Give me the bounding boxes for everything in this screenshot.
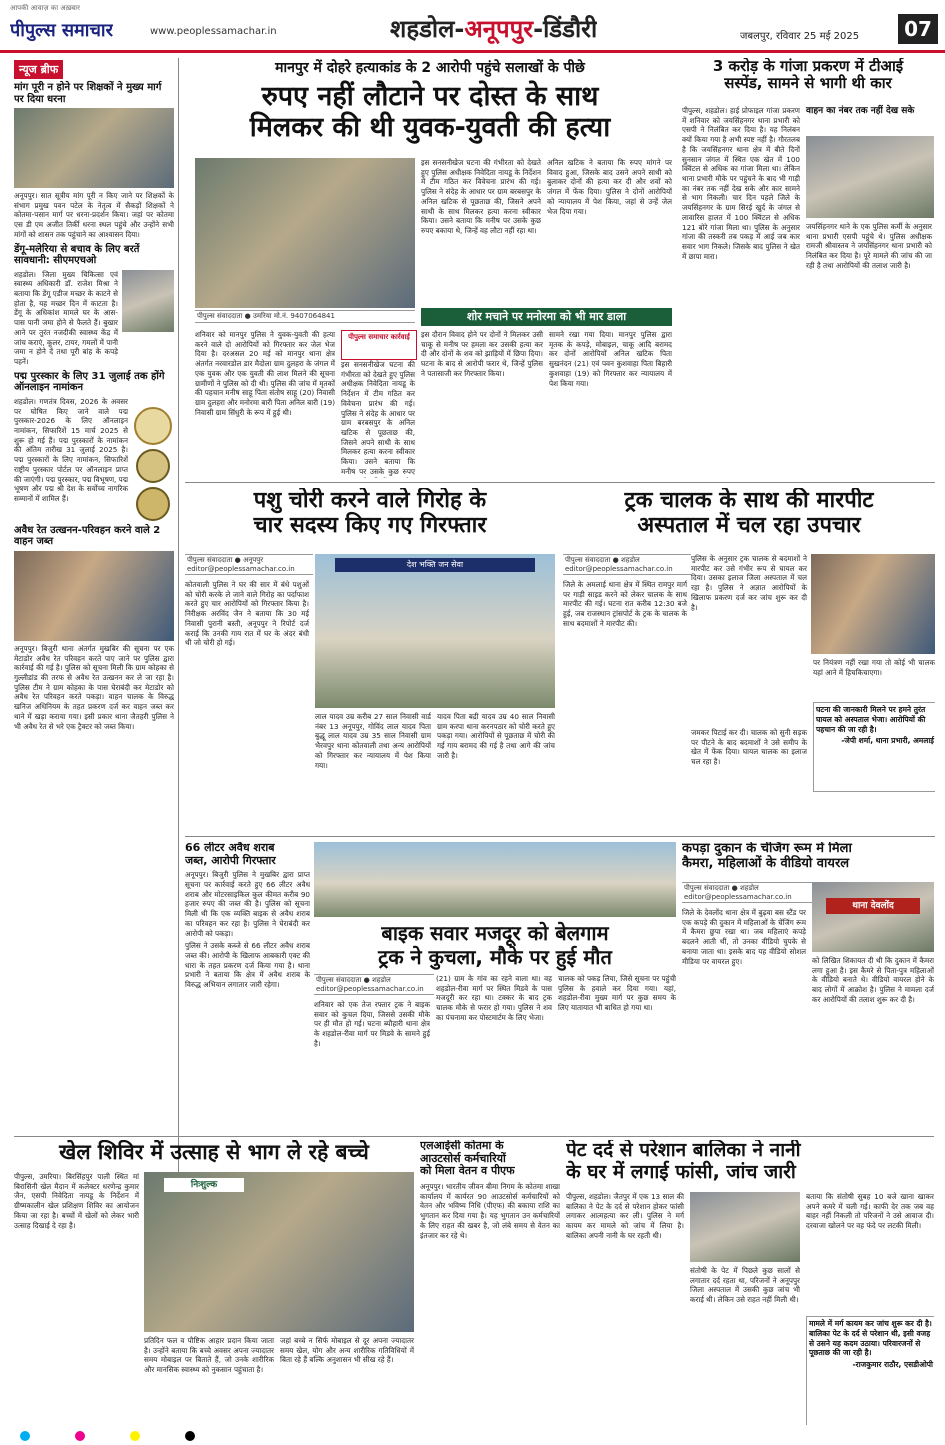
brief-headline-2: डेंगू-मलेरिया से बचाव के लिए बरतें सावधानी: सीएमएचओ (14, 243, 140, 267)
accident-headline-line-2: ट्रक ने कुचला, मौके पर हुई मौत (378, 945, 612, 969)
cctv-body-2: को लिखित शिकायत दी थी कि दुकान में कैमरा लगा हुआ है। इस कैमरे से पिता-पुत्र महिलाओं के वीडियो बनाते थे। वीडियो वायरल होने के बाद लोगों में आक्रोश है। पुलिस ने मामला दर्ज कर आरोपियों की तलाश शुरू कर दी है। (812, 956, 934, 1004)
ganja-headline-line-2: सस्पेंड, सामने से भागी थी कार (724, 74, 892, 93)
medal-icon (136, 487, 170, 521)
camp-headline: खेल शिविर में उत्साह से भाग ले रहे बच्चे (59, 1140, 369, 1164)
brief-body-1: अनूपपुर। सात सूत्रीय मांग पूरी न किए जाने पर शिक्षकों के संभाग प्रमुख पवन पटेल के नेतृत्व में सैकड़ों शिक्षकों ने कोतमा-पसान मार्ग पर धरना-प्रदर्शन किया। जहां पर कोतमा एस डी एम अजीत तिर्की धरना स्थल पहुंचे और उन्होंने सभी मांगों को शासन तक पहुंचाने का आश्वासन दिया। (14, 191, 174, 239)
accident-headline-line-1: बाइक सवार मजदूर को बेलगाम (381, 921, 609, 945)
cctv-byline: पीपुल्स संवाददाता ● शहडोल editor@peoplessamachar.co.in (682, 882, 816, 903)
ganja-story (682, 58, 934, 478)
cattle-byline: पीपुल्स संवाददाता ● अनूपपुर editor@peoplessamachar.co.in (185, 554, 313, 575)
lead-body-1: शनिवार को मानपुर पुलिस ने युवक-युवती की हत्या करने वाले दो आरोपियों को गिरफ्तार कर जेल भेज दिया है। दरअसल 20 मई को मानपुर थाना क्षेत्र अंतर्गत नरवारडोल डार मैदोला ग्राम दुलहरा के जंगल में एक युवक और एक युवती की लाश मिलने की सूचना ग्रामीणों ने पुलिस को दी थी। पुलिस की जांच में मृतकों की पहचान मनीष साहू पिता संतोष साहू (20) निवासी ग्राम दुलहरा और मनोरमा बारी पिता अनिल बारी (19) निवासी ग्राम सिंधुरी के रूप में हुई थी। (195, 330, 335, 417)
column-divider (178, 58, 179, 1198)
lead-subhead: शोर मचाने पर मनोरमा को भी मार डाला (421, 308, 672, 326)
lead-photo (195, 158, 415, 308)
brief-photo-2 (14, 551, 174, 641)
lead-headline-line-1: रुपए नहीं लौटाने पर दोस्त के साथ (261, 81, 599, 112)
news-brief-column (14, 58, 174, 1203)
accident-body-3: चालक को पकड़ लिया, जिसे सूचना पर पहुंची पुलिस के हवाले कर दिया गया। यहां, शहडोल-रीवा मुख्य मार्ग पर कुछ समय के लिए यातायात भी बाधित हो गया था। (558, 974, 676, 1013)
truck-body-3: जमकर पिटाई कर दी। चालक को सुनी सड़क पर पीटने के बाद बदमाशों ने उसे समीप के खेत में फेंक दिया। घायल चालक का इलाज चल रहा है। (691, 728, 807, 767)
girl-story (566, 1140, 934, 1425)
injured-driver-photo (811, 554, 935, 654)
lead-kicker: मानपुर में दोहरे हत्याकांड के 2 आरोपी पहुंचे सलाखों के पीछे (275, 60, 585, 76)
girl-body-2: संतोषी के पेट में पिछले कुछ सालों से लगातार दर्द रहता था, परिजनों ने अनूपपुर जिला अस्पताल में उसकी कुछ जांच भी कराई थी। लेकिन उसे राहत नहीं मिली थी। (690, 1266, 800, 1305)
truck-headline-line-1: ट्रक चालक के साथ की मारपीट (624, 488, 874, 513)
police-station-photo (812, 882, 934, 952)
official-portrait (122, 270, 174, 332)
brief-body-3: शहडोल। गणतंत्र दिवस, 2026 के अवसर पर घोषित किए जाने वाले पद्म पुरस्कार-2026 के लिए ऑनलाइन नामांकन, सिफारिशें 15 मार्च 2025 से शुरू हो गई हैं। पद्म पुरस्कारों के नामांकन की अंतिम तारीख 31 जुलाई 2025 है। पद्म पुरस्कारों के लिए नामांकन, सिफारिशें राष्ट्रीय पुरस्कार पोर्टल पर ऑनलाइन प्राप्त की जाएंगी। पद्म पुरस्कार, पद्म विभूषण, पद्म भूषण और पद्म श्री देश के सर्वोच्च नागरिक सम्मानों में शामिल हैं। (14, 396, 128, 503)
action-tag: पीपुल्स समाचार कार्रवाई (341, 330, 417, 360)
logo-tagline: आपकी आवाज़ का अख़बार (10, 4, 80, 12)
lead-body-1b: इस सनसनीखेज घटना की गंभीरता को देखते हुए पुलिस अधीक्षक निवेदिता नायडू के निर्देशन में टीम गठित कर विवेचना प्रारंभ की गई। पुलिस ने संदेह के आधार पर ग्राम बरबसपुर के अनिल खटिक से पूछताछ की, जिसने अपने साथी के साथ मिलकर हत्या करना स्वीकार किया। उसने बताया कि मनीष पर उसके कुछ रुपए (341, 360, 415, 476)
lead-story (185, 58, 675, 478)
liquor-body-1: अनूपपुर। बिजुरी पुलिस ने मुखबिर द्वारा प्राप्त सूचना पर कार्रवाई करते हुए 66 लीटर अवैध शराब और मोटरसाइकिल कुल कीमत करीब 90 हजार रुपए की जब्त की है। पुलिस को सूचना मिली थी कि एक व्यक्ति बाइक से अवैध शराब का परिवहन कर रहा है। पुलिस ने घेराबंदी कर आरोपी को पकड़ा। (185, 870, 310, 938)
cattle-headline-line-1: पशु चोरी करने वाले गिरोह के (253, 488, 487, 513)
truck-quote-box (813, 702, 935, 792)
girl-quote-signature: -राजकुमार राठौर, एसडीओपी (852, 1360, 933, 1369)
ganja-body-2: जयसिंहनगर थाने के एक पुलिस कर्मी के अनुसार थाना प्रभारी एसपी पहुंचे थे। पुलिस अधीक्षक रामजी श्रीवास्तव ने जयसिंहनगर थाना प्रभारी को निलंबित कर दिया है। पूरे मामले की जांच की जा रही है तथा आरोपियों की तलाश जारी है। (806, 222, 932, 270)
brief-photo-1 (14, 108, 174, 188)
girl-headline-line-1: पेट दर्द से परेशान बालिका ने नानी (566, 1140, 801, 1161)
accident-byline: पीपुल्स संवाददाता ● शहडोल editor@peoplessamachar.co.in (314, 974, 434, 995)
liquor-headline-line-2: जब्त, आरोपी गिरफ्तार (185, 853, 276, 867)
girl-body-3: बताया कि संतोषी सुबह 10 बजे खाना खाकर अपने कमरे में चली गई। काफी देर तक जब वह बाहर नहीं निकली तो परिजनों ने उसे आवाज दी। दरवाजा खोलने पर वह फंदे पर लटकी मिली। (806, 1192, 934, 1231)
cyan-mark-icon (20, 1431, 30, 1441)
lead-body-5: सामने रखा गया दिया। मानपुर पुलिस द्वारा मृतक के कपड़े, मोबाइल, चाकू आदि बरामद कर दोनों आरोपियों अनिल खटिक पिता सुखनंदन (21) एवं पवन कुशवाहा पिता बिहारी कुशवाहा (19) को गिरफ्तार कर न्यायालय में पेश किया गया। (549, 330, 672, 388)
truck-body-1: जिले के अमलाई थाना क्षेत्र में स्थित रामपुर मार्ग पर गाड़ी साइड करने को लेकर चालक के साथ मारपीट की गई। घटना रात करीब 12:30 बजे हुई, जब राजस्थान ट्रांसपोर्ट के ट्रक के चालक के साथ बदमाशों ने मारपीट की। (563, 580, 687, 628)
girl-quote-box (806, 1316, 934, 1425)
lead-byline: पीपुल्स संवाददाता ● उमरिया मो.नं. 9407064841 (195, 310, 415, 323)
brief-body-2: शहडोल। जिला मुख्य चिकित्सा एवं स्वास्थ्य अधिकारी डॉ. राजेश मिश्रा ने बताया कि डेंगू एडीज मच्छर के काटने से होता है, यह मच्छर दिन में काटता है। डेंगू के अधिकांश मामले घर के आस-पास पानी जमा होने से फैलते हैं। बुखार आने पर तुरंत नजदीकी स्वास्थ्य केंद्र में जांच कराएं, कूलर, टायर, गमलों में पानी जमा न होने दें तथा पूरी बांह के कपड़े पहनें। (14, 269, 118, 367)
camp-banner: निःशुल्क (164, 1178, 244, 1192)
ganja-side-head: वाहन का नंबर तक नहीं देख सके (806, 106, 915, 116)
brief-body-4: अनूपपुर। बिजुरी थाना अंतर्गत मुखबिर की सूचना पर एक मेटाडोर अवैध रेत परिवहन करते पाए जाने पर पुलिस द्वारा कार्रवाई की गई है। पुलिस को सूचना मिली कि ग्राम कोहका से गुल्लीडांड की तरफ से अवैध रेत उत्खनन कर ले जा रहा है। पुलिस टीम ने ग्राम कोहका के पास घेराबंदी कर मेटाडोर को अवैध रेत परिवहन करते पकड़ा। वाहन चालक के विरुद्ध खनिज अधिनियम के तहत प्रकरण दर्ज कर वाहन जब्त कर थाने में खड़ा कराया गया। इसी प्रकार थाना जैतहरी पुलिस ने भी अवैध रेत से भरे एक ट्रैक्टर को जब्त किया। (14, 643, 174, 731)
masthead (0, 0, 945, 53)
print-registration-bar (0, 1428, 945, 1445)
accident-body-1: शनिवार को एक तेज रफ्तार ट्रक ने बाइक सवार को कुचल दिया, जिससे उसकी मौके पर ही मौत हो गई। घटना ब्यौहारी थाना क्षेत्र के शहडोल-रीवा मार्ग पर मिडवे के सामने हुई है। (314, 1000, 430, 1048)
ganja-headline-line-1: 3 करोड़ के गांजा प्रकरण में टीआई (712, 58, 904, 75)
camp-body-1: पीपुल्स, उमरिया। बिरसिंहपुर पाली स्थित मां बिरासिनी खेल मैदान में कलेक्टर धरणेन्द्र कुमार जैन, एसपी निवेदिता नायडू के निर्देशन में ग्रीष्मकालीन खेल प्रशिक्षण शिविर का आयोजन किया जा रहा है। बच्चों में खेलों को लेकर भारी उत्साह दिखाई दे रहा है। (14, 1172, 139, 1230)
cctv-body-1: जिले के देवलोंद थाना क्षेत्र में बुढ़वा बस स्टैंड पर एक कपड़े की दुकान में महिलाओं के चेंजिंग रूम में कैमरा छुपा रखा था। जब महिलाएं कपड़े बदलने आती थीं, तो उनका वीडियो चुपके से बनाया जाता था। इसके बाद यह वीडियो सोशल मीडिया पर वायरल हुए। (682, 908, 806, 966)
yellow-mark-icon (130, 1431, 140, 1441)
accident-body-2: (21) ग्राम के गांव का रहने वाला था। वह शहडोल-रीवा मार्ग पर स्थित मिडवे के पास मजदूरी कर रहा था। टक्कर के बाद ट्रक चालक मौके से फरार हो गया। पुलिस ने शव का पंचनामा कर पोस्टमार्टम के लिए भेजा। (436, 974, 552, 1022)
truck-headline-line-2: अस्पताल में चल रहा उपचार (637, 513, 861, 539)
camp-body-2: प्रतिदिन फल व पौष्टिक आहार प्रदान किया जाता है। उन्होंने बताया कि बच्चे अवसर अपना ज्यादातर समय मोबाइल पर बिताते हैं, जो उनके शारीरिक और मानसिक स्वास्थ्य को नुकसान पहुंचाता है। (144, 1336, 274, 1375)
liquor-body-2: पुलिस ने उसके कब्जे से 66 लीटर अवैध शराब जब्त की। आरोपी के खिलाफ आबकारी एक्ट की धारा के तहत प्रकरण दर्ज किया गया है। थाना प्रभारी ने बताया कि क्षेत्र में अवैध शराब के विरुद्ध अभियान लगातार जारी रहेगा। (185, 941, 310, 990)
cctv-headline-line-1: कपड़ा दुकान के चेंजिंग रूम में मिला (682, 842, 852, 856)
officer-photo (806, 136, 934, 218)
hospital-photo (690, 1192, 800, 1262)
website[interactable]: www.peoplessamachar.in (150, 26, 277, 37)
accident-scene-photo (314, 842, 676, 917)
lic-headline-line-3: को मिला वेतन व पीएफ (420, 1164, 515, 1178)
brief-headline-1: मांग पूरी न होने पर शिक्षकों ने मुख्य मार्ग पर दिया धरना (14, 82, 162, 105)
section-divider (14, 1136, 934, 1137)
girl-quote: मामले में मर्ग कायम कर जांच शुरू कर दी है। बालिका पेट के दर्द से परेशान थी, इसी वजह से उसने यह कदम उठाया। परिवारजनों से पूछताछ की जा रही है। (809, 1319, 932, 1358)
lead-body-2: इस सनसनीखेज घटना की गंभीरता को देखते हुए पुलिस अधीक्षक निवेदिता नायडू के निर्देशन में टीम गठित कर विवेचना प्रारंभ की गई। पुलिस ने संदेह के आधार पर ग्राम बरबसपुर के अनिल खटिक से पूछताछ की, जिसने अपने साथी के साथ मिलकर हत्या करना स्वीकार किया। उसने बताया कि मनीष पर उसके कुछ रुपए बकाया थे, जिन्हें वह लौटा नहीं रहा था। (421, 158, 541, 236)
truck-driver-story (563, 488, 935, 833)
medal-icon (136, 449, 170, 483)
ganja-body-1: पीपुल्स, शहडोल। हाई प्रोफाइल गांजा प्रकरण में शनिवार को जयसिंहनगर थाना प्रभारी को एसपी ने निलंबित कर दिया है। यह निलंबन क्यों किया गया है अभी स्पष्ट नहीं है। गौरतलब है कि जयसिंहनगर थाना क्षेत्र में बीते दिनों सुनसान जंगल में स्थित एक खेत में 100 क्विंटल से अधिक का गांजा मिला था। लेकिन थाना प्रभारी मौके पर पहुंचने के बाद भी गाड़ी का नंबर तक नहीं देख सके और कार सामने से भाग निकली। चार दिन पहले जिले के जयसिंहनगर के ग्राम सिरई खुर्द के जंगल से लावारिस हालत में 100 क्विंटल से अधिक 121 बोरे गांजा मिला था। पुलिस के अनुसार गांजा की तस्करी तब पकड़ में आई जब कार सवार भाग निकले। जिसके बाद पुलिस ने खेत में छापा मारा। (682, 106, 800, 261)
lead-body-3: अनिल खटिक ने बताया कि रुपए मांगने पर विवाद हुआ, जिसके बाद उसने अपने साथी को बुलाकर दोनों की हत्या कर दी और शवों को जंगल में फेंक दिया। पुलिस ने दोनों आरोपियों को न्यायालय में पेश किया, जहां से उन्हें जेल भेज दिया गया। (547, 158, 672, 216)
cattle-body-2: लाल यादव उम्र करीब 27 साल निवासी वार्ड नंबर 13 अनूपपुर, गोविंद लाल यादव पिता बुद्धू लाल यादव उम्र 35 साल निवासी ग्राम भैरवपुर थाना कोतवाली तथा अन्य आरोपियों को गिरफ्तार कर न्यायालय में पेश किया गया। (315, 712, 431, 770)
liquor-headline-line-1: 66 लीटर अवैध शराब (185, 842, 275, 854)
section-divider (185, 836, 935, 837)
black-mark-icon (185, 1431, 195, 1441)
camp-body-3: जहां बच्चे न सिर्फ मोबाइल से दूर अपना ज्यादातर समय खेल, योग और अन्य शारीरिक गतिविधियों में बिता रहे हैं बल्कि अनुशासन भी सीख रहे हैं। (280, 1336, 414, 1365)
cattle-body-1: कोतवाली पुलिस ने घर की सार में बंधे पशुओं को चोरी करके ले जाने वाले गिरोह का पर्दाफाश करते हुए चार आरोपियों को गिरफ्तार किया है। निरीक्षक अरविंद जैन ने बताया कि 30 मई निवासी पुरानी बस्ती, अनूपपुर ने रिपोर्ट दर्ज कराई कि उनकी गाय रात में घर के अंदर बंधी थी जो चोरी हो गई। (185, 580, 309, 648)
camp-photo (144, 1172, 414, 1332)
cattle-headline-line-2: चार सदस्य किए गए गिरफ्तार (253, 513, 487, 539)
brief-headline-3: पद्म पुरस्कार के लिए 31 जुलाई तक होंगे ऑनलाइन नामांकन (14, 370, 165, 394)
cctv-headline-line-2: कैमरा, महिलाओं के वीडियो वायरल (682, 855, 850, 871)
truck-quote-signature: -जेपी शर्मा, थाना प्रभारी, अमलाई (841, 736, 934, 746)
cattle-photo (315, 554, 555, 708)
magenta-mark-icon (75, 1431, 85, 1441)
emblem-icon (134, 407, 172, 445)
cattle-theft-story (185, 488, 555, 833)
sports-camp-story (14, 1140, 414, 1425)
cattle-body-3: यादव पिता बद्री यादव उम्र 40 साल निवासी ग्राम करपा थाना करनपठार को चोरी करते हुए पकड़ा गया। आरोपियों से पूछताछ में चोरी की गई गाय बरामद की गई है तथा आगे की जांच जारी है। (437, 712, 555, 760)
lic-headline-line-2: आउटसोर्स कर्मचारियों (420, 1151, 506, 1165)
section-divider (185, 482, 935, 483)
page-number: 07 (898, 14, 938, 44)
lead-headline-line-2: मिलकर की थी युवक-युवती की हत्या (249, 112, 611, 144)
truck-body-4: पर नियंत्रण नहीं रखा गया तो कोई भी चालक यहां आने में हिचकिचाएगा। (813, 658, 935, 677)
lead-body-4: इस दौरान विवाद होने पर दोनों ने मिलकर उसी चाकू से मनीष पर हमला कर उसकी हत्या कर दी और दोनों के शव को झाड़ियों में छिपा दिया। घटना के बाद से आरोपी फरार थे, जिन्हें पुलिस ने पतासाजी कर गिरफ्तार किया। (421, 330, 543, 378)
lic-story (420, 1140, 560, 1425)
brief-headline-4: अवैध रेत उत्खनन-परिवहन करने वाले 2 वाहन जब्त (14, 524, 161, 548)
truck-byline: पीपुल्स संवाददाता ● शहडोल editor@peoplessamachar.co.in (563, 554, 691, 575)
truck-quote: घटना की जानकारी मिलने पर हमने तुरंत घायल को अस्पताल भेजा। आरोपियों की पहचान की जा रही है। (816, 705, 926, 734)
police-banner: देश भक्ति जन सेवा (335, 558, 535, 572)
newspaper-logo: पीपुल्स समाचार (10, 20, 113, 41)
dateline: जबलपुर, रविवार 25 मई 2025 (740, 31, 860, 42)
news-brief-label: न्यूज ब्रीफ (14, 60, 63, 79)
edition-title: शहडोल-अनूपपुर-डिंडौरी (390, 15, 598, 43)
lic-body: अनूपपुर। भारतीय जीवन बीमा निगम के कोतमा शाखा कार्यालय में कार्यरत 90 आउटसोर्स कर्मचारियों को वेतन और भविष्य निधि (पीएफ) की बकाया राशि का भुगतान कर दिया गया है। यह भुगतान उन कर्मचारियों के लिए राहत की खबर है, जो लंबे समय से वेतन का इंतजार कर रहे थे। (420, 1181, 560, 1240)
police-station-sign: थाना देवलोंद (826, 898, 920, 914)
girl-headline-line-2: के घर में लगाई फांसी, जांच जारी (566, 1160, 796, 1183)
truck-body-2: पुलिस के अनुसार ट्रक चालक से बदमाशों ने मारपीट कर उसे गंभीर रूप से घायल कर दिया। उसका इलाज जिला अस्पताल में चल रहा है। पुलिस ने अज्ञात आरोपियों के खिलाफ प्रकरण दर्ज कर जांच शुरू कर दी है। (691, 554, 807, 612)
girl-body-1: पीपुल्स, शहडोल। जैतपुर में एक 13 साल की बालिका ने पेट के दर्द से परेशान होकर फांसी लगाकर आत्महत्या कर ली। पुलिस ने मर्ग कायम कर मामले को जांच में लिया है। बालिका अपनी नानी के घर रहती थी। (566, 1192, 684, 1240)
lic-headline-line-1: एलआईसी कोतमा के (420, 1140, 504, 1152)
